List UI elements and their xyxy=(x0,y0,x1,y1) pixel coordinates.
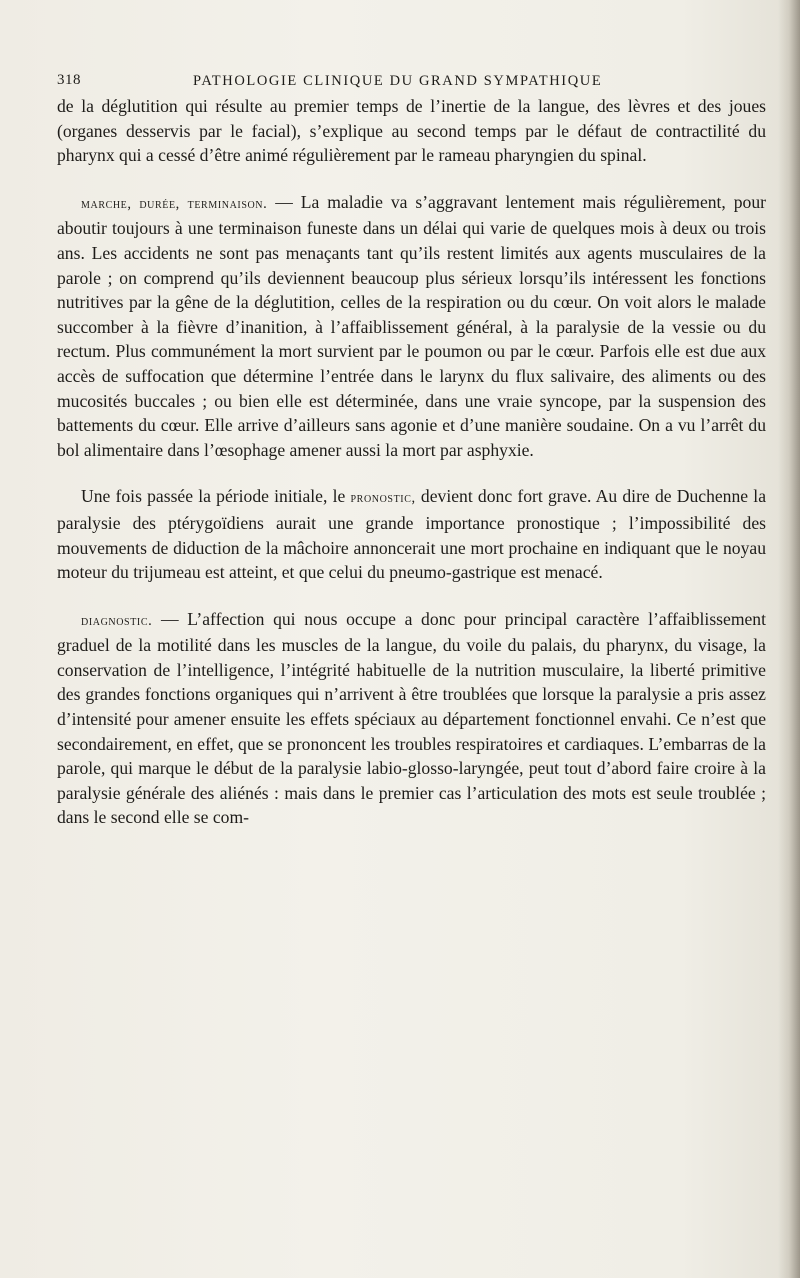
paragraph-text: de la déglutition qui résulte au premier temps de l’inertie de la langue, des lèvres et des joues (organes desservis par le facial), s’explique au second temps par le défaut de contractilité du pharynx qui a cessé d’être animé régulièrement par le rameau pharyngien du spinal. xyxy=(57,96,766,166)
keyword-pronostic: pronostic, xyxy=(350,490,416,507)
page-number: 318 xyxy=(57,72,81,88)
paragraph-text: — La maladie va s’aggravant lentement mais régulièrement, pour aboutir toujours à une terminaison funeste dans un délai qui varie de quelques mois à deux ou trois ans. Les accidents ne sont pas menaçants tant qu’ils restent limités aux agents musculaires de la parole ; on comprend qu’ils deviennent beaucoup plus sérieux lorsqu’ils intéressent les fonctions nutritives par la gêne de la déglutition, celles de la respiration ou du cœur. On voit alors le malade succomber à la fièvre d’inanition, à l’affaiblissement général, à la paralysie de la vessie ou du rectum. Plus communément la mort survient par le poumon ou par le cœur. Parfois elle est due aux accès de suffocation que détermine l’entrée dans le larynx du flux salivaire, des aliments ou des mucosités buccales ; ou bien elle est déterminée, dans une vraie syncope, par la suspension des battements du cœur. Elle arrive d’ailleurs sans agonie et d’une manière soudaine. On a vu l’arrêt du bol alimentaire dans l’œsophage amener aussi la mort par asphyxie. xyxy=(57,191,766,460)
section-heading-diagnostic: diagnostic. xyxy=(81,612,153,629)
paragraph-pronostic xyxy=(57,484,766,584)
paragraph-diagnostic xyxy=(57,607,766,830)
running-head xyxy=(0,72,800,92)
paragraph-text: Une fois passée la période initiale, le xyxy=(81,486,351,507)
body-text xyxy=(57,94,766,830)
paragraph-text: — L’affection qui nous occupe a donc pour principal caractère l’affaiblissement graduel de la motilité dans les muscles de la langue, du voile du palais, du pharynx, du visage, la conservation de l’intelligence, l’intégrité habituelle de la nutrition musculaire, la liberté primitive des grandes fonctions organiques qui n’arrivent à être troublées que lorsque la paralysie a pris assez d’intensité pour amener ensuite les effets spéciaux au département fonctionnel envahi. Ce n’est que secondairement, en effet, que se prononcent les troubles respiratoires et cardiaques. L’embarras de la parole, qui marque le début de la paralysie labio-glosso-laryngée, peut tout d’abord faire croire à la paralysie générale des aliénés : mais dans le premier cas l’articulation des mots est seule troublée ; dans le second elle se com- xyxy=(57,608,766,828)
binding-shadow xyxy=(778,0,800,1278)
section-heading-marche: marche, durée, terminaison. xyxy=(81,195,268,212)
running-title: PATHOLOGIE CLINIQUE DU GRAND SYMPATHIQUE xyxy=(193,73,603,89)
paragraph-text: devient donc fort grave. Au dire de Duchenne la paralysie des ptérygoïdiens aurait une grande importance pronostique ; l’impossibilité des mouvements de diduction de la mâchoire annoncerait une mort prochaine en indiquant que le noyau moteur du trijumeau est atteint, et que celui du pneumo-gastrique est menacé. xyxy=(57,486,766,583)
paragraph-marche xyxy=(57,190,766,463)
paragraph-deglutition xyxy=(57,94,766,168)
